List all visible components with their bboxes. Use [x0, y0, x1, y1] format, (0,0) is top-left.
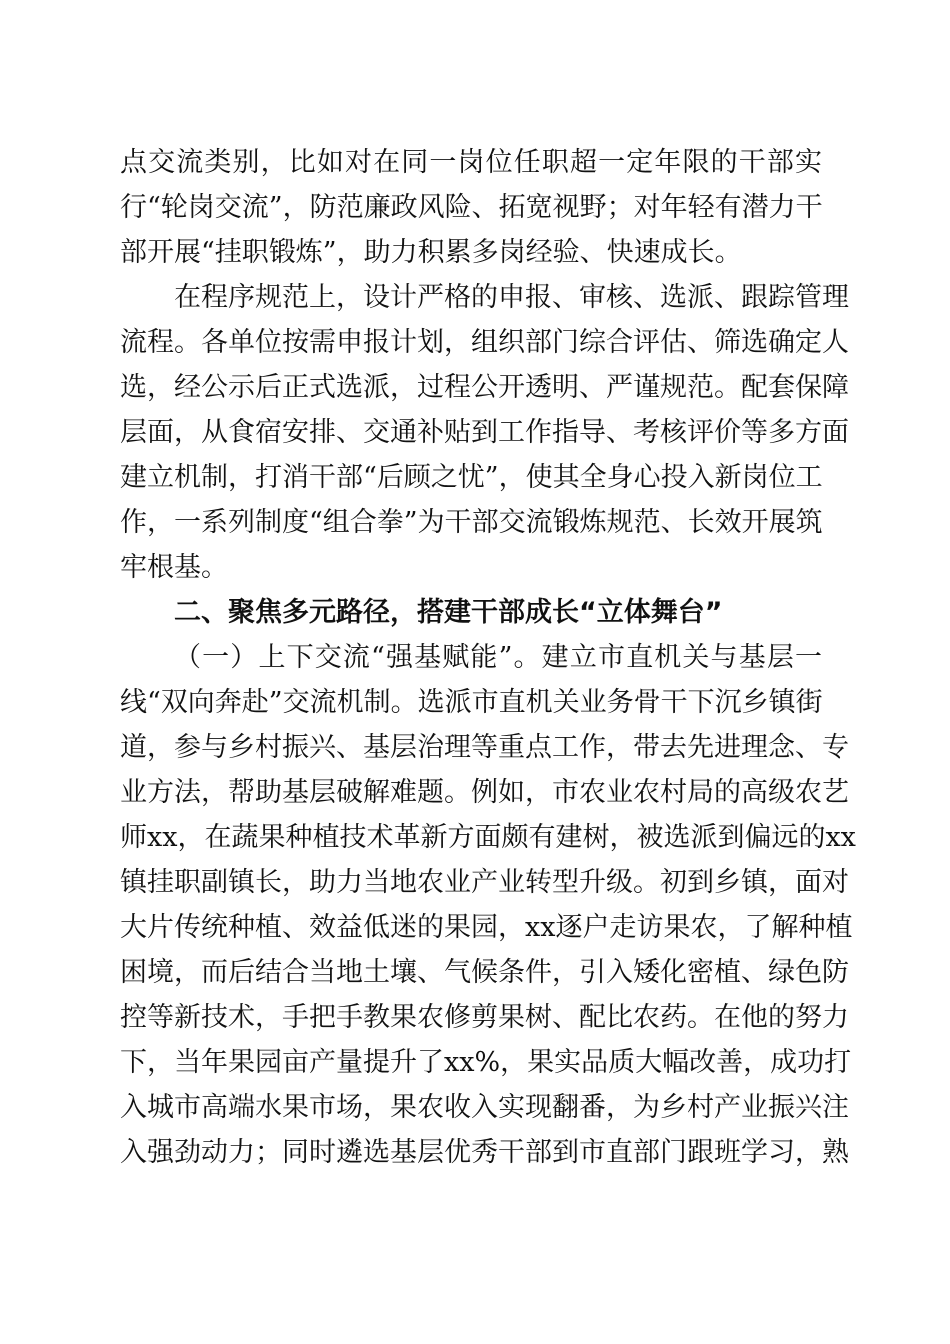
paragraph-line: 行“轮岗交流”，防范廉政风险、拓宽视野；对年轻有潜力干	[120, 192, 823, 223]
paragraph-line: 大片传统种植、效益低迷的果园，xx逐户走访果农，了解种植	[120, 912, 853, 943]
paragraph-line: 入强劲动力；同时遴选基层优秀干部到市直部门跟班学习，熟	[120, 1137, 849, 1168]
paragraph-line: 作，一系列制度“组合拳”为干部交流锻炼规范、长效开展筑	[120, 507, 823, 538]
paragraph-line: 层面，从食宿安排、交通补贴到工作指导、考核评价等多方面	[120, 417, 849, 448]
paragraph-line: 建立机制，打消干部“后顾之忧”，使其全身心投入新岗位工	[120, 462, 823, 493]
paragraph-line: 在程序规范上，设计严格的申报、审核、选派、跟踪管理	[174, 282, 849, 313]
paragraph-line: 流程。各单位按需申报计划，组织部门综合评估、筛选确定人	[120, 327, 849, 358]
paragraph-line: 入城市高端水果市场，果农收入实现翻番，为乡村产业振兴注	[120, 1092, 849, 1123]
paragraph-line: 下，当年果园亩产量提升了xx%，果实品质大幅改善，成功打	[120, 1047, 852, 1078]
paragraph-line: 点交流类别，比如对在同一岗位任职超一定年限的干部实	[120, 147, 822, 178]
paragraph-line: 选，经公示后正式选派，过程公开透明、严谨规范。配套保障	[120, 372, 849, 403]
paragraph-line: 镇挂职副镇长，助力当地农业产业转型升级。初到乡镇，面对	[120, 867, 849, 898]
paragraph-line: 业方法，帮助基层破解难题。例如，市农业农村局的高级农艺	[120, 777, 849, 808]
paragraph-line: 道，参与乡村振兴、基层治理等重点工作，带去先进理念、专	[120, 732, 849, 763]
paragraph-line: 线“双向奔赴”交流机制。选派市直机关业务骨干下沉乡镇街	[120, 687, 823, 718]
paragraph-line: 师xx，在蔬果种植技术革新方面颇有建树，被选派到偏远的xx	[120, 822, 856, 853]
paragraph-line: 控等新技术，手把手教果农修剪果树、配比农药。在他的努力	[120, 1002, 849, 1033]
paragraph-line: 部开展“挂职锻炼”，助力积累多岗经验、快速成长。	[120, 237, 742, 268]
section-heading: 二、聚焦多元路径，搭建干部成长“立体舞台”	[174, 597, 723, 628]
paragraph-line: （一）上下交流“强基赋能”。建立市直机关与基层一	[174, 642, 822, 673]
paragraph-line: 牢根基。	[120, 552, 228, 583]
paragraph-line: 困境，而后结合当地土壤、气候条件，引入矮化密植、绿色防	[120, 957, 849, 988]
